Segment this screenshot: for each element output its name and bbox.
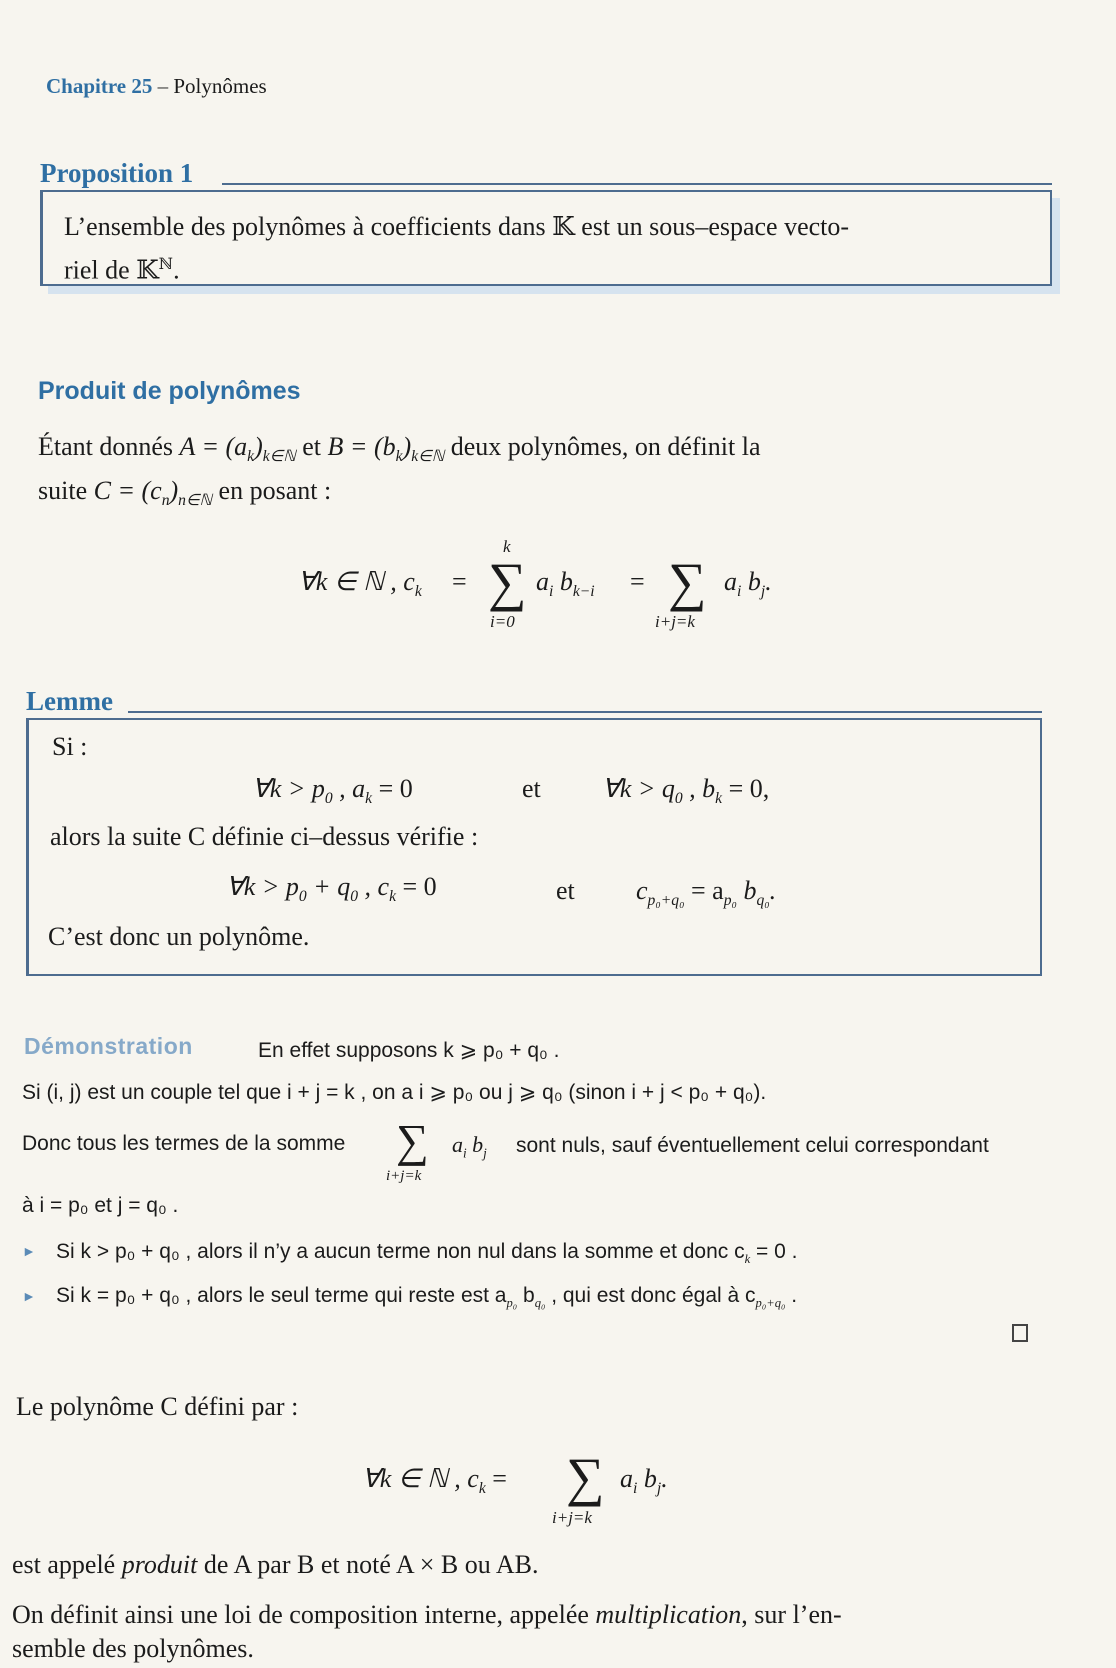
formula-term1: $a_i$ $b_{k-i}$ (536, 567, 595, 601)
chapter-label: Chapitre 25 (46, 74, 153, 98)
formula-eq2: = (630, 567, 645, 596)
final-line3: semble des polynômes. (12, 1634, 254, 1663)
demo-bullet2: Si k = p₀ + q₀ , alors le seul terme qui reste est $a_{p_0}$ $b_{q_0}$ , qui est donc égal à $c_{p_0+q_0}$ . (56, 1284, 798, 1311)
final-intro: Le polynôme C défini par : (16, 1392, 299, 1421)
final-sum-bottom: i+j=k (552, 1508, 592, 1527)
lemme-res1: ∀k > $p_0 + q_0$ , $c_k = 0$ (226, 872, 437, 906)
formula-left: ∀k ∈ ℕ , $c_k$ (298, 567, 422, 601)
sum1-top: k (503, 537, 511, 556)
produit-title: Produit de polynômes (38, 377, 301, 405)
sum2-symbol: ∑ (668, 552, 707, 612)
lemme-rule (128, 711, 1042, 713)
demo-line3-a: Donc tous les termes de la somme (22, 1132, 346, 1155)
final-line1: est appelé produit de A par B et noté A × B ou AB. (12, 1550, 539, 1579)
proposition-line1: L’ensemble des polynômes à coefficients dans 𝕂 est un sous–espace vecto- (64, 212, 850, 241)
formula-eq1: = (452, 567, 467, 596)
lemme-cond1: ∀k > $p_0$ , $a_k = 0$ (252, 774, 413, 808)
sum1-bottom: i=0 (490, 612, 515, 631)
lemme-alors: alors la suite C définie ci–dessus vérifie : (50, 822, 479, 851)
demo-line1: En effet supposons k ⩾ p₀ + q₀ . (258, 1039, 560, 1062)
final-formula-term: $a_i$ $b_j$. (620, 1464, 668, 1498)
qed-square-icon (1012, 1324, 1028, 1342)
proposition-line2: riel de 𝕂$^ℕ$. (64, 255, 180, 285)
bullet-arrow-icon: ► (22, 1245, 36, 1260)
demo-line4: à i = p₀ et j = q₀ . (22, 1194, 179, 1217)
proposition-title: Proposition 1 (40, 158, 194, 188)
lemme-conclusion: C’est donc un polynôme. (48, 922, 310, 951)
demo-sum-bottom: i+j=k (386, 1168, 422, 1184)
final-line2: On définit ainsi une loi de composition interne, appelée multiplication, sur l’en- (12, 1600, 842, 1629)
header-dash: – (157, 74, 169, 98)
lemme-si: Si : (52, 732, 88, 761)
demo-sum-symbol: ∑ (396, 1115, 429, 1166)
produit-line1: Étant donnés $A = (a_k)_{k\in ℕ}$ et $B = (b_k)_{k\in ℕ}$ deux polynômes, on définit la (38, 432, 761, 466)
lemme-title: Lemme (26, 686, 113, 716)
running-header (46, 74, 267, 99)
lemme-cond2: ∀k > $q_0$ , $b_k = 0$, (602, 774, 770, 808)
demo-line3-b: sont nuls, sauf éventuellement celui correspondant (516, 1134, 989, 1157)
demonstration-label: Démonstration (24, 1033, 193, 1059)
lemme-res2: $c_{p_0+q_0} = a_{p_0}$ $b_{q_0}$. (636, 876, 777, 910)
demo-line2: Si (i, j) est un couple tel que i + j = k , on a i ⩾ p₀ ou j ⩾ q₀ (sinon i + j < p₀ + q₀). (22, 1081, 767, 1104)
lemme-cond-et: et (522, 774, 541, 803)
sum2-bottom: i+j=k (655, 612, 695, 631)
final-sum-symbol: ∑ (566, 1447, 605, 1507)
demo-bullet1: Si k > p₀ + q₀ , alors il n’y a aucun terme non nul dans la somme et donc $c_k = 0$ . (56, 1240, 798, 1267)
sum1-symbol: ∑ (488, 552, 527, 612)
final-formula-left: ∀k ∈ ℕ , $c_k$ = (362, 1464, 507, 1498)
lemme-res-et: et (556, 876, 575, 905)
bullet-arrow-icon: ► (22, 1290, 36, 1305)
proposition-rule (222, 183, 1052, 185)
produit-line2: suite $C = (c_n)_{n\in ℕ}$ en posant : (38, 476, 332, 510)
formula-term2: $a_i$ $b_j$. (724, 567, 772, 601)
chapter-title: Polynômes (173, 74, 267, 98)
demo-sum-term: $a_i$ $b_j$ (452, 1132, 487, 1161)
